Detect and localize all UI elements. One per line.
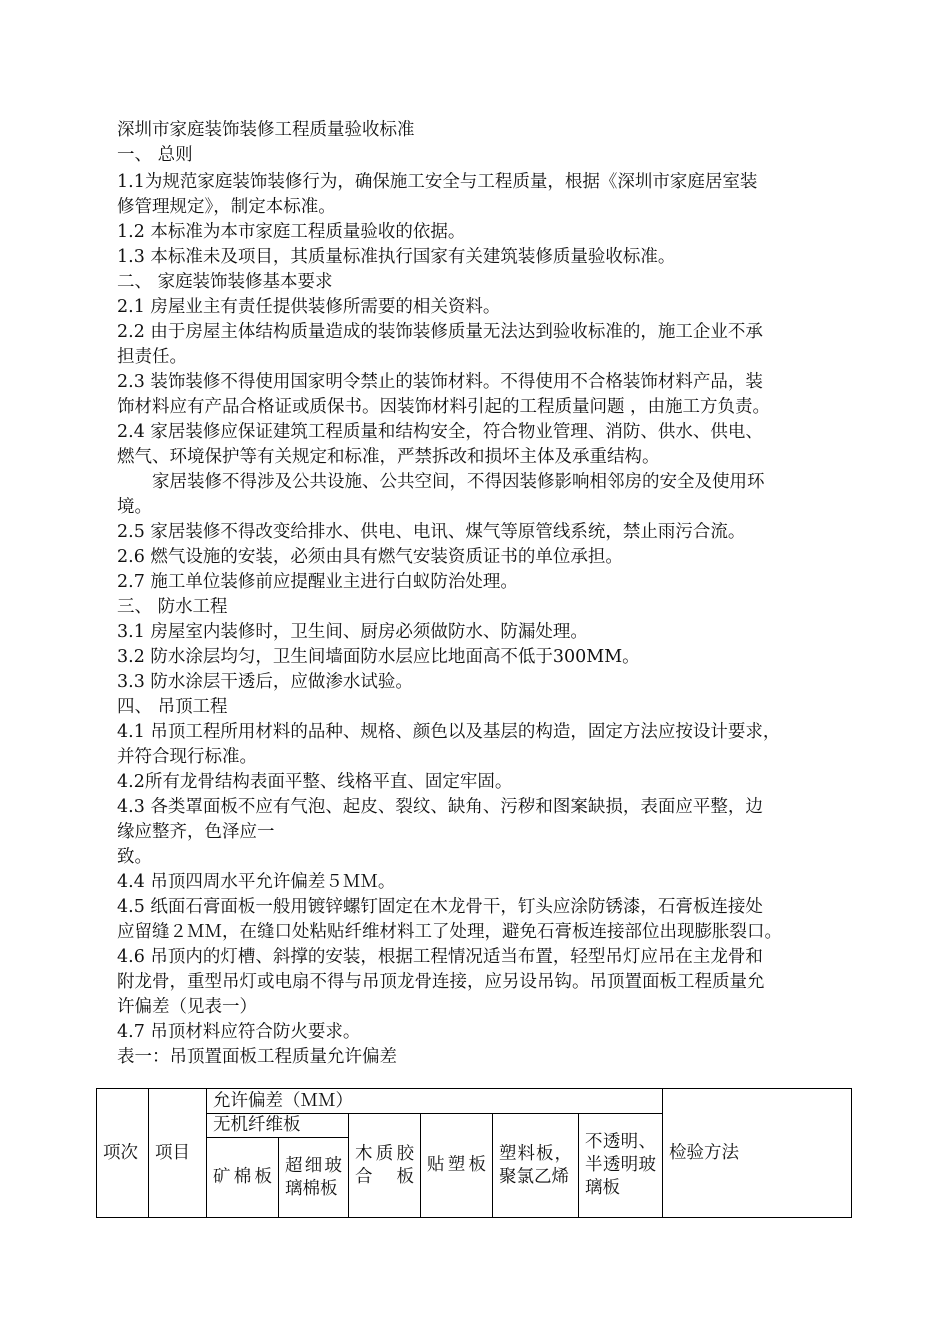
plastic-pvc-board-header: 塑料板，聚氯乙烯: [493, 1114, 579, 1218]
paragraph-line: 2.3 装饰装修不得使用国家明令禁止的装饰材料。不得使用不合格装饰材料产品，装: [117, 372, 763, 392]
paragraph-line: 3.2 防水涂层均匀，卫生间墙面防水层应比地面高不低于300MM。: [117, 647, 640, 667]
paragraph-line: 1.2 本标准为本市家庭工程质量验收的依据。: [117, 222, 466, 242]
veneer-board-header: 贴塑板: [421, 1114, 493, 1218]
paragraph-line: 2.1 房屋业主有责任提供装修所需要的相关资料。: [117, 297, 501, 317]
col-index-header: 项次: [97, 1089, 149, 1218]
paragraph-line: 4.3 各类罩面板不应有气泡、起皮、裂纹、缺角、污秽和图案缺损，表面应平整，边: [117, 797, 763, 817]
paragraph-line: 1.3 本标准未及项目，其质量标准执行国家有关建筑装修质量验收标准。: [117, 247, 676, 267]
paragraph-line: 并符合现行标准。: [117, 747, 257, 767]
col-item-header: 项目: [149, 1089, 207, 1218]
table-caption: 表一：吊顶置面板工程质量允许偏差: [117, 1047, 397, 1067]
paragraph-line: 4.5 纸面石膏面板一般用镀锌螺钉固定在木龙骨干，钉头应涂防锈漆，石膏板连接处: [117, 897, 763, 917]
mineral-wool-board-header: 矿棉板: [207, 1138, 279, 1218]
section-heading: 四、 吊顶工程: [117, 697, 228, 717]
inspection-method-header: 检验方法: [663, 1089, 852, 1218]
paragraph-line: 3.1 房屋室内装修时，卫生间、厨房必须做防水、防漏处理。: [117, 622, 588, 642]
paragraph-line: 应留缝２ＭＭ，在缝口处粘贴纤维材料工了处理，避免石膏板连接部位出现膨胀裂口。: [117, 922, 782, 942]
glass-board-header: 不透明、半透明玻璃板: [579, 1114, 663, 1218]
paragraph-line: 附龙骨，重型吊灯或电扇不得与吊顶龙骨连接，应另设吊钩。吊顶置面板工程质量允: [117, 972, 765, 992]
tolerance-header: 允许偏差（ＭＭ）: [207, 1089, 663, 1114]
paragraph-line: 4.2所有龙骨结构表面平整、线格平直、固定牢固。: [117, 772, 513, 792]
tolerance-table: [96, 1088, 852, 1218]
paragraph-line: 2.6 燃气设施的安装，必须由具有燃气安装资质证书的单位承担。: [117, 547, 623, 567]
paragraph-line: 担责任。: [117, 347, 187, 367]
paragraph-line: 2.7 施工单位装修前应提醒业主进行白蚁防治处理。: [117, 572, 518, 592]
paragraph-line: 修管理规定》，制定本标准。: [117, 197, 336, 217]
paragraph-line: 4.7 吊顶材料应符合防火要求。: [117, 1022, 361, 1042]
document-title: 深圳市家庭装饰装修工程质量验收标准: [117, 120, 415, 140]
section-heading: 二、 家庭装饰装修基本要求: [117, 272, 333, 292]
paragraph-line: 4.1 吊顶工程所用材料的品种、规格、颜色以及基层的构造，固定方法应按设计要求，: [117, 722, 781, 742]
paragraph-line: 2.5 家居装修不得改变给排水、供电、电讯、煤气等原管线系统，禁止雨污合流。: [117, 522, 746, 542]
paragraph-line: 4.6 吊顶内的灯槽、斜撑的安装，根据工程情况适当布置，轻型吊灯应吊在主龙骨和: [117, 947, 763, 967]
paragraph-line: 许偏差（见表一）: [117, 997, 257, 1017]
paragraph-line: 2.4 家居装修应保证建筑工程质量和结构安全，符合物业管理、消防、供水、供电、: [117, 422, 763, 442]
paragraph-line: 1.1为规范家庭装饰装修行为，确保施工安全与工程质量，根据《深圳市家庭居室装: [117, 172, 758, 192]
paragraph-line: 缘应整齐，色泽应一: [117, 822, 275, 842]
paragraph-line: 饰材料应有产品合格证或质保书。因装饰材料引起的工程质量问题 ，由施工方负责。: [117, 397, 771, 417]
section-heading: 一、 总则: [117, 145, 193, 165]
ultrafine-glass-wool-board-header: 超细玻璃棉板: [279, 1138, 349, 1218]
paragraph-line: 境。: [117, 497, 152, 517]
paragraph-line: 3.3 防水涂层干透后，应做渗水试验。: [117, 672, 413, 692]
paragraph-line: 4.4 吊顶四周水平允许偏差５ＭＭ。: [117, 872, 396, 892]
paragraph-line: 燃气、环境保护等有关规定和标准，严禁拆改和损坏主体及承重结构。: [117, 447, 660, 467]
paragraph-line: 2.2 由于房屋主体结构质量造成的装饰装修质量无法达到验收标准的，施工企业不承: [117, 322, 763, 342]
section-heading: 三、 防水工程: [117, 597, 228, 617]
paragraph-line: 致。: [117, 847, 152, 867]
paragraph-line: 家居装修不得涉及公共设施、公共空间，不得因装修影响相邻房的安全及使用环: [152, 472, 765, 492]
wood-plywood-header: 木质胶合板: [349, 1114, 421, 1218]
inorganic-fiber-board-header: 无机纤维板: [207, 1114, 349, 1138]
